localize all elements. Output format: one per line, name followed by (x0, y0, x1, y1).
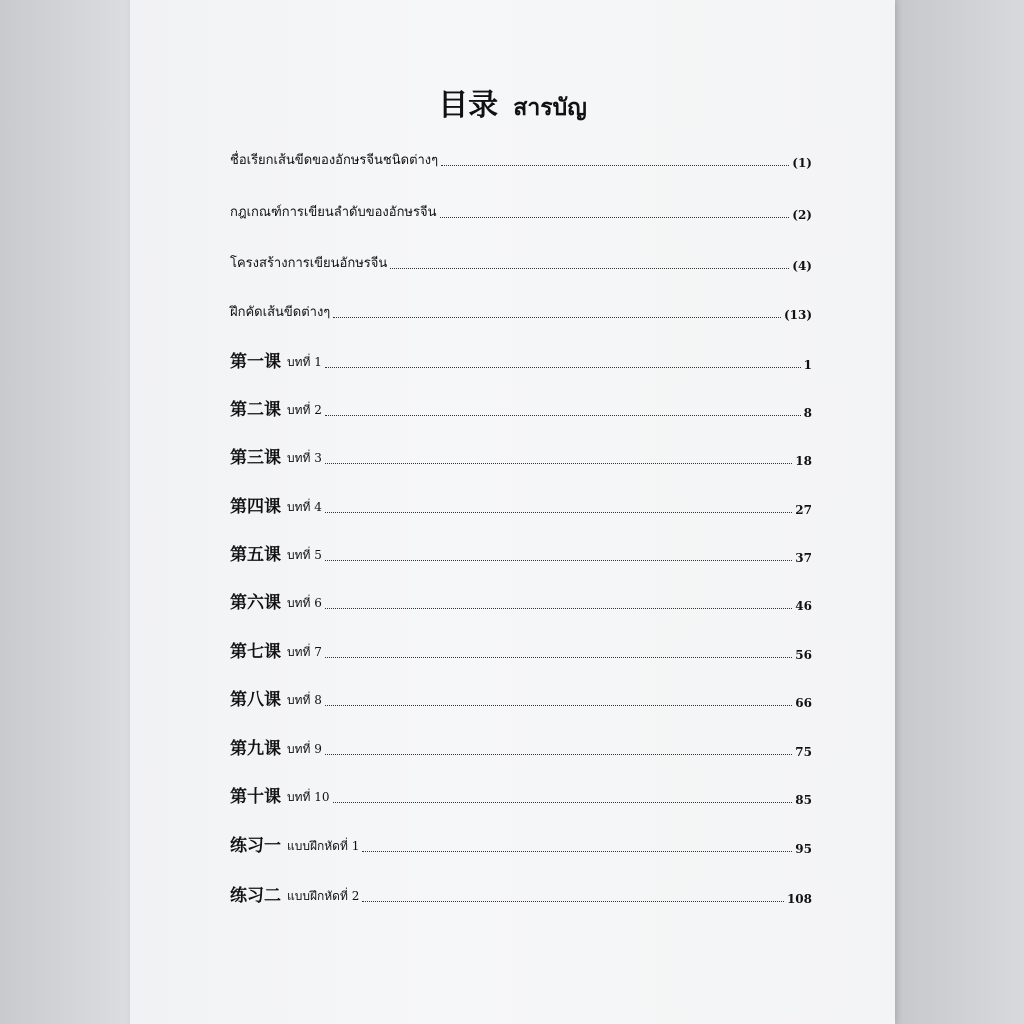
entry-page: 46 (795, 599, 812, 613)
toc-entry (230, 198, 812, 222)
entry-thai: บทที่ 4 (287, 500, 322, 514)
dot-leader (362, 901, 784, 902)
entry-page: 95 (795, 842, 812, 856)
entry-page: 18 (795, 454, 812, 468)
dot-leader (390, 268, 789, 269)
entry-page: (1) (792, 156, 812, 170)
entry-thai: บทที่ 8 (287, 693, 322, 707)
entry-page: 75 (795, 745, 812, 759)
entry-chinese: 第六课 (230, 593, 281, 613)
entry-chinese: 第一课 (230, 352, 281, 372)
entry-chinese: 第四课 (230, 497, 281, 517)
entry-thai: บทที่ 7 (287, 645, 322, 659)
entry-thai: ฝึกคัดเส้นขีดต่างๆ (230, 305, 331, 320)
toc-entry (230, 541, 812, 565)
dot-leader (325, 512, 792, 513)
entry-page: (4) (792, 259, 812, 273)
entry-chinese: 第八课 (230, 690, 281, 710)
entry-chinese: 第七课 (230, 642, 281, 662)
dot-leader (325, 463, 792, 464)
toc-entry (230, 249, 812, 273)
toc-entry (230, 882, 812, 906)
dot-leader (440, 217, 790, 218)
entry-chinese: 第十课 (230, 787, 281, 807)
entry-page: 27 (795, 503, 812, 517)
title-chinese: 目录 (438, 88, 499, 123)
dot-leader (325, 705, 792, 706)
toc-entry (230, 298, 812, 322)
toc-entry (230, 348, 812, 372)
entry-thai: แบบฝึกหัดที่ 1 (287, 839, 360, 853)
toc-entry (230, 493, 812, 517)
entry-page: 1 (803, 358, 812, 372)
toc-entry (230, 686, 812, 710)
toc-entry (230, 735, 812, 759)
entry-chinese: 第九课 (230, 739, 281, 759)
entry-page: 66 (795, 696, 812, 710)
toc-page (130, 0, 895, 1024)
page-title (130, 80, 895, 126)
dot-leader (325, 608, 792, 609)
dot-leader (333, 317, 781, 318)
entry-thai: บทที่ 9 (287, 742, 322, 756)
entry-chinese: 第五课 (230, 545, 281, 565)
entry-page: 37 (795, 551, 812, 565)
toc-entry (230, 783, 812, 807)
toc-entry (230, 832, 812, 856)
toc-entry (230, 444, 812, 468)
dot-leader (362, 851, 792, 852)
entry-page: (13) (783, 308, 812, 322)
dot-leader (441, 165, 789, 166)
entry-page: 108 (786, 892, 812, 906)
entry-thai: บทที่ 10 (287, 790, 330, 804)
entry-page: 56 (795, 648, 812, 662)
entry-thai: บทที่ 1 (287, 355, 322, 369)
entry-page: 8 (803, 406, 812, 420)
entry-thai: โครงสร้างการเขียนอักษรจีน (230, 256, 388, 271)
toc-entry (230, 589, 812, 613)
entry-chinese: 练习一 (230, 836, 281, 856)
entry-chinese: 第二课 (230, 400, 281, 420)
entry-thai: บทที่ 5 (287, 548, 322, 562)
title-thai: สารบัญ (513, 94, 587, 121)
entry-page: (2) (792, 208, 812, 222)
entry-thai: กฎเกณฑ์การเขียนลำดับของอักษรจีน (230, 205, 437, 220)
entry-thai: ชื่อเรียกเส้นขีดของอักษรจีนชนิดต่างๆ (230, 153, 439, 168)
entry-thai: บทที่ 6 (287, 596, 322, 610)
entry-page: 85 (795, 793, 812, 807)
right-background (895, 0, 1024, 1024)
toc-entry (230, 396, 812, 420)
entry-chinese: 第三课 (230, 448, 281, 468)
entry-chinese: 练习二 (230, 886, 281, 906)
dot-leader (325, 657, 792, 658)
toc-entry (230, 146, 812, 170)
left-background (0, 0, 130, 1024)
dot-leader (325, 415, 801, 416)
entry-thai: แบบฝึกหัดที่ 2 (287, 889, 360, 903)
entry-thai: บทที่ 3 (287, 451, 322, 465)
dot-leader (325, 560, 792, 561)
toc-entry (230, 638, 812, 662)
entry-thai: บทที่ 2 (287, 403, 322, 417)
dot-leader (333, 802, 793, 803)
dot-leader (325, 754, 792, 755)
dot-leader (325, 367, 801, 368)
